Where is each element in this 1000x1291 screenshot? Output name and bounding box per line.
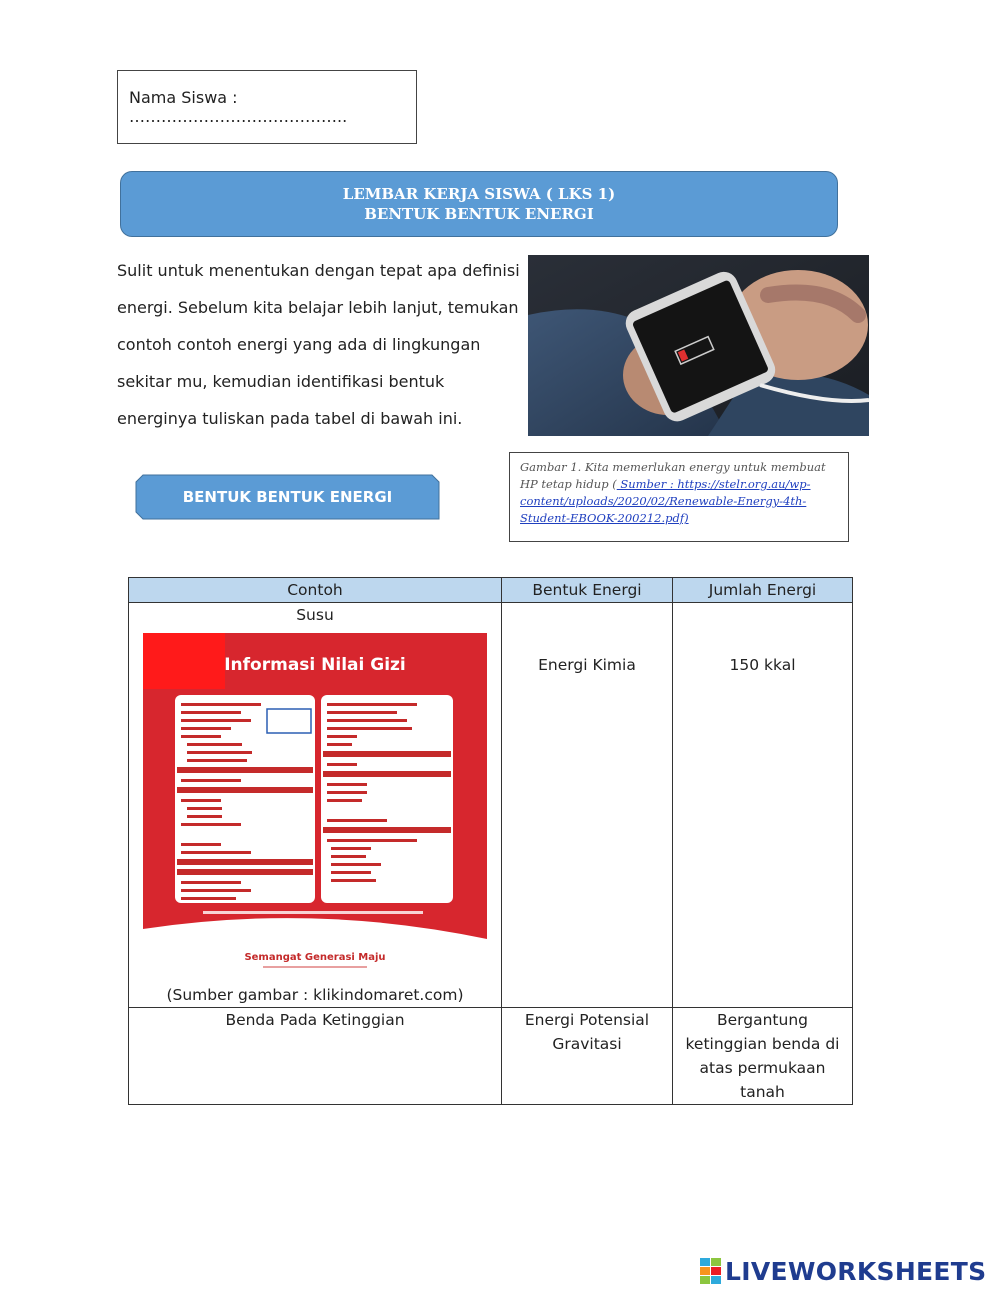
nutrition-title: Informasi Nilai Gizi xyxy=(224,655,406,675)
energy-amount: Bergantung ketinggian benda di atas permukaan tanah xyxy=(685,1011,840,1101)
table-row xyxy=(129,1008,853,1105)
example-name: Susu xyxy=(296,606,334,624)
cell-jumlah xyxy=(673,1008,853,1105)
nutrition-slogan: Semangat Generasi Maju xyxy=(244,952,386,963)
energy-forms-button xyxy=(135,474,440,520)
nutrition-label-image xyxy=(143,633,487,977)
intro-line: Sulit untuk menentukan dengan tepat apa definisi xyxy=(117,261,520,280)
worksheet-subtitle: BENTUK BENTUK ENERGI xyxy=(364,205,594,223)
source-link[interactable]: Sumber : https://stelr.org.au/wp-content/uploads/2020/02/Renewable-Energy-4th-Student-EBOOK-200212.pdf) xyxy=(520,477,811,525)
energy-table xyxy=(128,577,853,1105)
cell-jumlah xyxy=(673,603,853,1008)
intro-line: contoh contoh energi yang ada di lingkungan xyxy=(117,335,481,354)
image-source: (Sumber gambar : klikindomaret.com) xyxy=(166,986,464,1004)
table-row xyxy=(129,603,853,1008)
intro-line: energi. Sebelum kita belajar lebih lanjut, temukan xyxy=(117,298,519,317)
cell-bentuk xyxy=(502,1008,673,1105)
energy-amount: 150 kkal xyxy=(729,656,796,674)
cell-contoh xyxy=(129,603,502,1008)
energy-form: Energi Potensial Gravitasi xyxy=(524,1011,650,1053)
caption-text: Gambar 1. Kita memerlukan energy untuk membuat HP tetap hidup ( xyxy=(520,460,826,491)
student-name-label: Nama Siswa : ………………………………….. xyxy=(129,88,348,126)
phone-charging-photo xyxy=(528,255,869,436)
table-header-row xyxy=(129,578,853,603)
liveworksheets-logo-icon xyxy=(700,1258,722,1284)
liveworksheets-logo xyxy=(700,1256,986,1286)
cell-bentuk xyxy=(502,603,673,1008)
worksheet-title: LEMBAR KERJA SISWA ( LKS 1) xyxy=(342,185,616,203)
student-name-box xyxy=(117,70,417,144)
intro-line: sekitar mu, kemudian identifikasi bentuk xyxy=(117,372,445,391)
image-caption xyxy=(509,452,849,542)
cell-contoh: Benda Pada Ketinggian xyxy=(129,1008,502,1105)
column-header-contoh: Contoh xyxy=(129,578,502,603)
column-header-jumlah: Jumlah Energi xyxy=(673,578,853,603)
logo-text: LIVEWORKSHEETS xyxy=(725,1256,987,1286)
worksheet-title-banner xyxy=(120,171,838,237)
column-header-bentuk: Bentuk Energi xyxy=(502,578,673,603)
intro-line: energinya tuliskan pada tabel di bawah ini. xyxy=(117,409,463,428)
energy-form: Energi Kimia xyxy=(538,656,636,674)
energy-forms-label: BENTUK BENTUK ENERGI xyxy=(182,488,393,506)
intro-paragraph xyxy=(117,252,522,437)
